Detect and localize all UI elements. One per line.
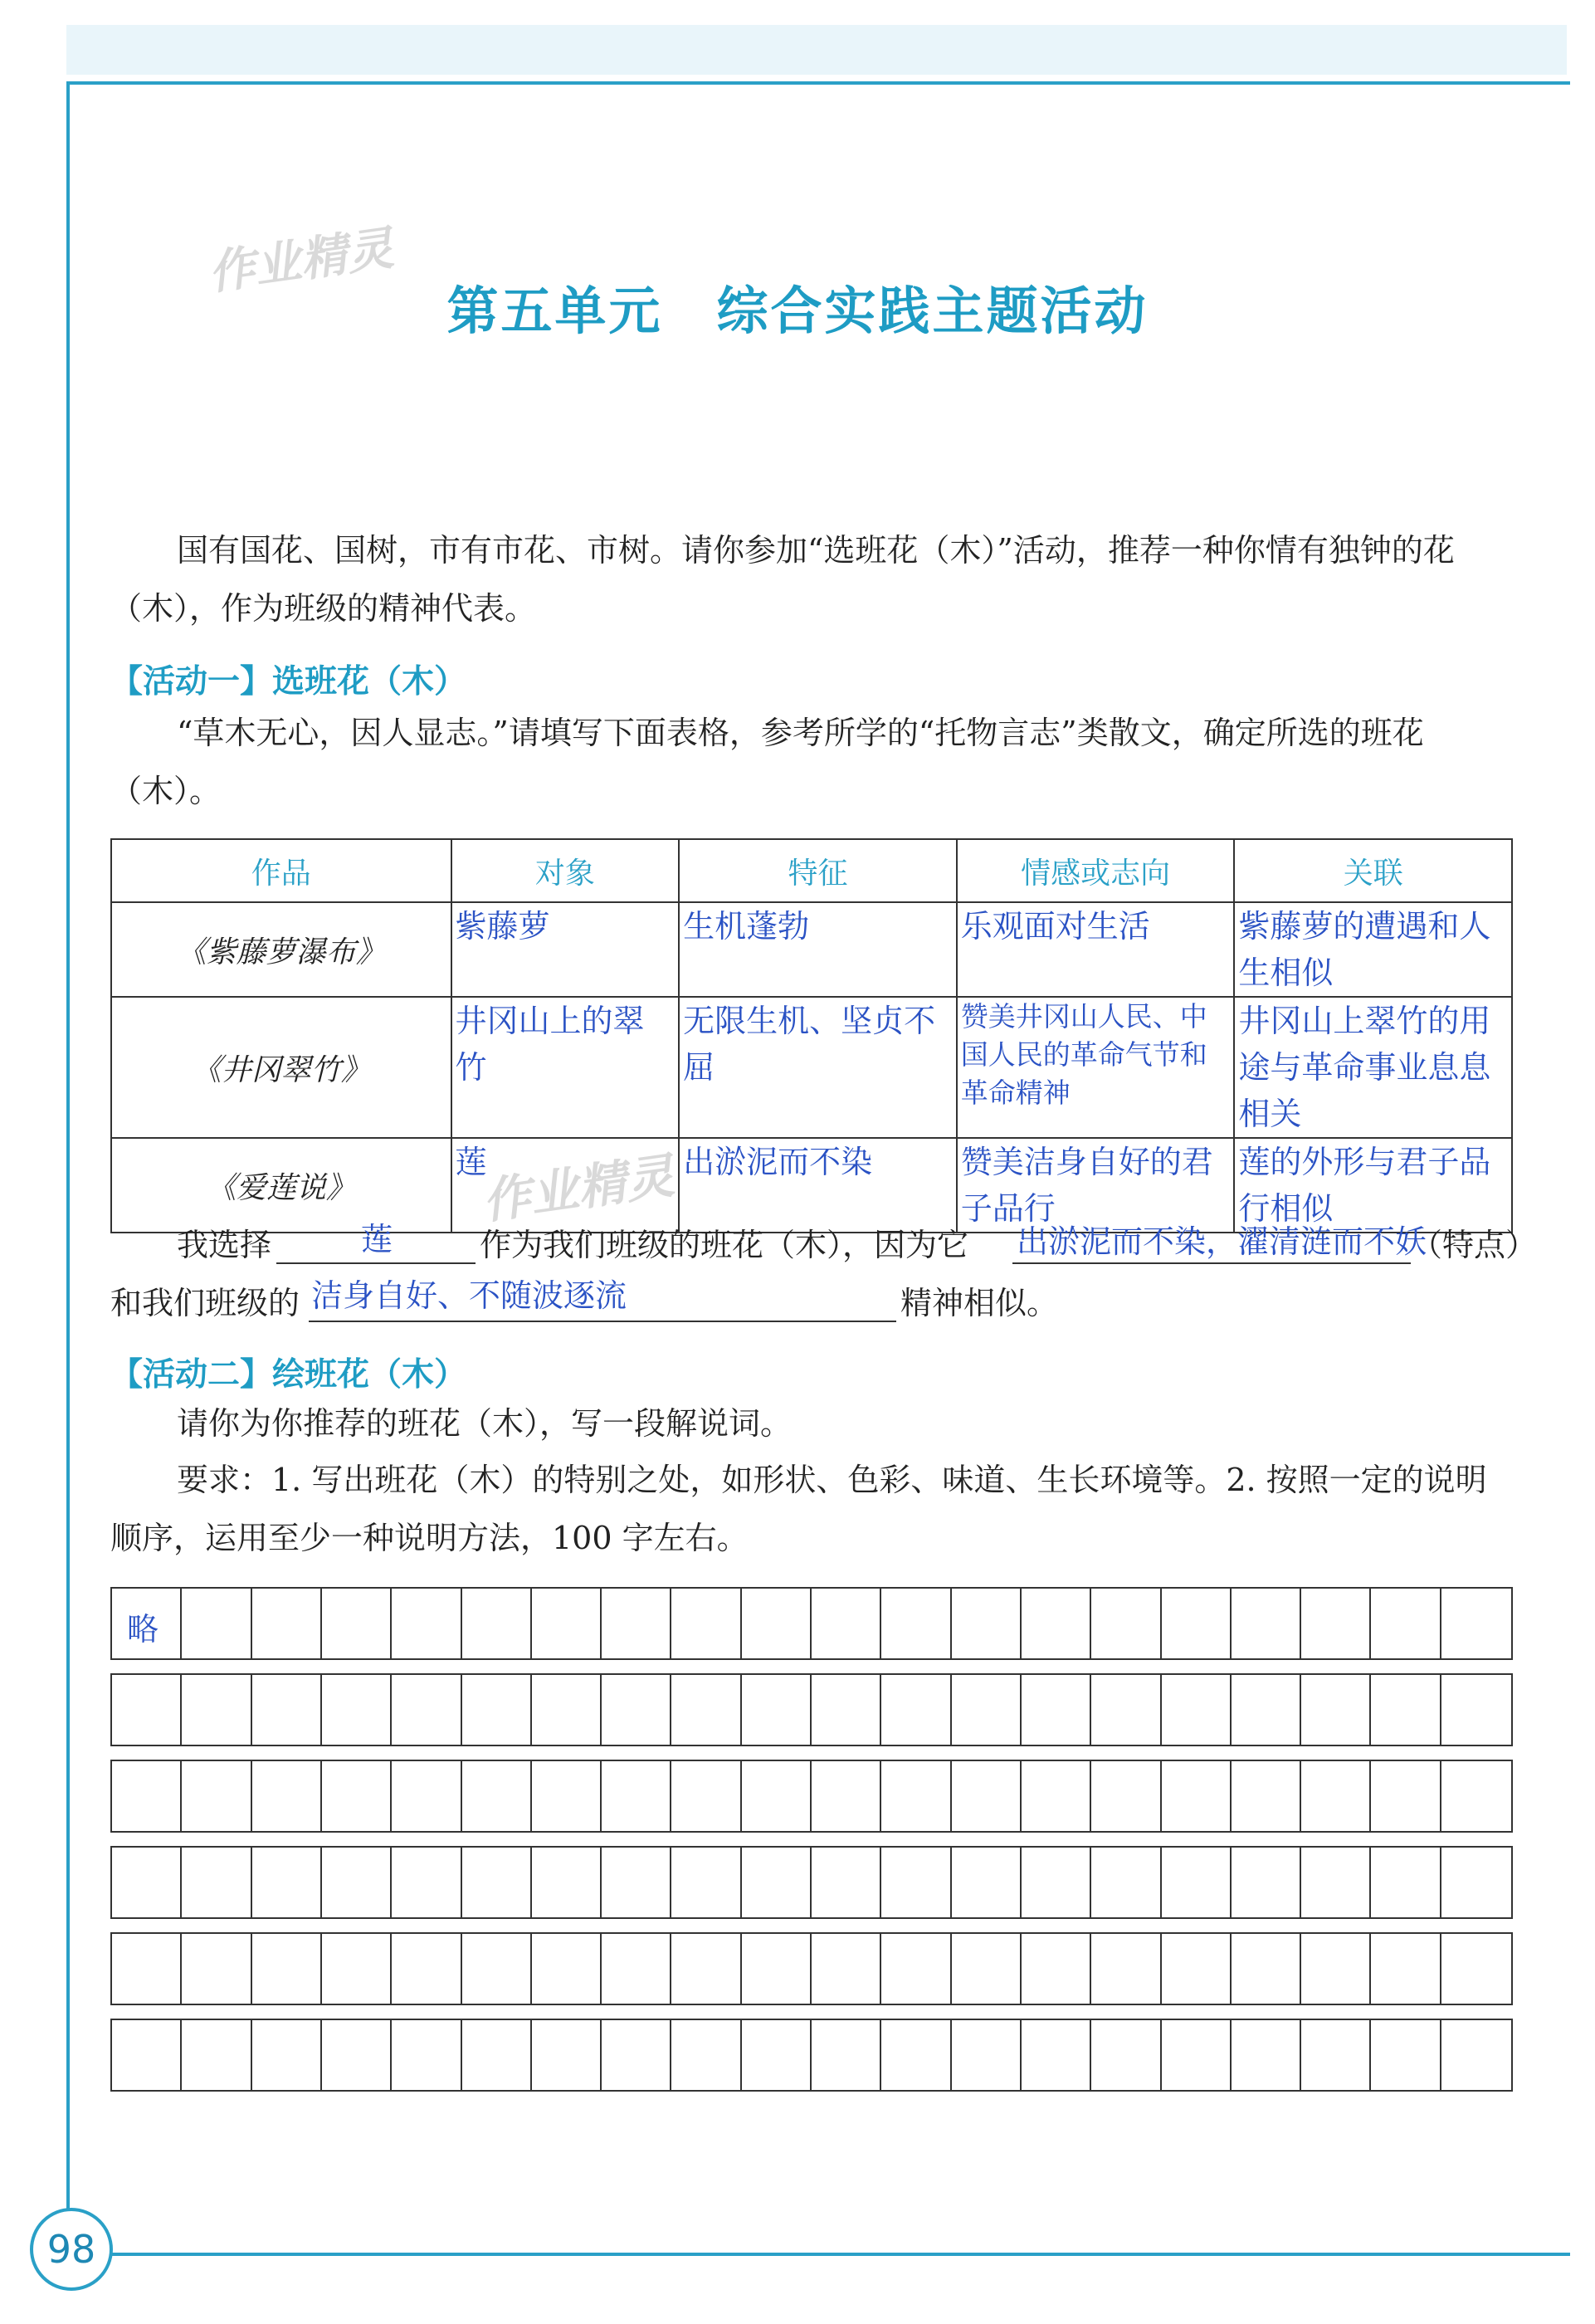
emotion-answer: 赞美井冈山人民、中国人民的革命气节和革命精神	[957, 997, 1235, 1138]
work-title: 《爱莲说》	[111, 1138, 451, 1233]
feature-answer: 无限生机、坚贞不屈	[679, 997, 957, 1138]
activity2-instructions: 请你为你推荐的班花（木），写一段解说词。	[177, 1405, 793, 1442]
object-answer: 莲	[451, 1138, 680, 1233]
link-answer: 莲的外形与君子品行相似	[1234, 1138, 1512, 1233]
activity2-heading: 【活动二】绘班花（木）	[110, 1356, 467, 1394]
activity2-requirements: 要求：1. 写出班花（木）的特别之处，如形状、色彩、味道、生长环境等。2. 按照一定的说明顺序，运用至少一种说明方法，100 字左右。	[110, 1462, 1487, 1556]
watermark: 作业精灵	[205, 221, 398, 301]
activity1-instructions: “草木无心，因人显志。”请填写下面表格，参考所学的“托物言志”类散文，确定所选的班花（木）。	[110, 715, 1424, 809]
page-title: 第五单元 综合实践主题活动	[446, 281, 1149, 341]
writing-grid-row	[110, 2019, 1513, 2092]
emotion-answer: 乐观面对生活	[957, 902, 1235, 997]
page-number: 98	[30, 2208, 113, 2291]
watermark: 作业精灵	[479, 1147, 678, 1230]
works-table	[110, 838, 1513, 1233]
fill-text: 我选择	[177, 1227, 272, 1263]
work-title: 《井冈翠竹》	[111, 997, 451, 1138]
column-header: 关联	[1234, 839, 1512, 902]
fill-text: 作为我们班级的班花（木），因为它	[480, 1227, 969, 1263]
link-answer: 紫藤萝的遭遇和人生相似	[1234, 902, 1512, 997]
intro-paragraph: 国有国花、国树，市有市花、市树。请你参加“选班花（木）”活动，推荐一种你情有独钟的花（木），作为班级的精神代表。	[110, 532, 1455, 627]
link-answer: 井冈山上翠竹的用途与革命事业息息相关	[1234, 997, 1512, 1138]
column-header: 特征	[679, 839, 957, 902]
table-header-row	[111, 839, 1512, 902]
writing-grid-row	[110, 1587, 1513, 1660]
object-answer: 井冈山上的翠竹	[451, 997, 680, 1138]
writing-grid-row	[110, 1932, 1513, 2005]
activity1-heading: 【活动一】选班花（木）	[110, 663, 467, 701]
column-header: 作品	[111, 839, 451, 902]
writing-grid-row	[110, 1673, 1513, 1746]
feature-answer: 生机蓬勃	[679, 902, 957, 997]
blank-line	[276, 1262, 476, 1264]
fill-text: 精神相似。	[900, 1285, 1059, 1321]
answer-feature: 出淤泥而不染，濯清涟而不妖	[1017, 1223, 1427, 1260]
fill-text: 和我们班级的	[110, 1285, 300, 1321]
writing-grid-row	[110, 1846, 1513, 1919]
fill-text: （特点）	[1411, 1227, 1538, 1263]
header-band	[66, 25, 1567, 75]
object-answer: 紫藤萝	[451, 902, 680, 997]
feature-answer: 出淤泥而不染	[679, 1138, 957, 1233]
answer-flower: 莲	[361, 1221, 393, 1257]
writing-grid-row	[110, 1760, 1513, 1833]
blank-line	[1012, 1262, 1411, 1264]
answer-omitted: 略	[127, 1611, 159, 1648]
answer-spirit: 洁身自好、不随波逐流	[311, 1277, 627, 1314]
work-title: 《紫藤萝瀑布》	[111, 902, 451, 997]
emotion-answer: 赞美洁身自好的君子品行	[957, 1138, 1235, 1233]
column-header: 对象	[451, 839, 680, 902]
table-row	[111, 902, 1512, 997]
column-header: 情感或志向	[957, 839, 1235, 902]
blank-line	[309, 1320, 896, 1322]
table-row	[111, 997, 1512, 1138]
